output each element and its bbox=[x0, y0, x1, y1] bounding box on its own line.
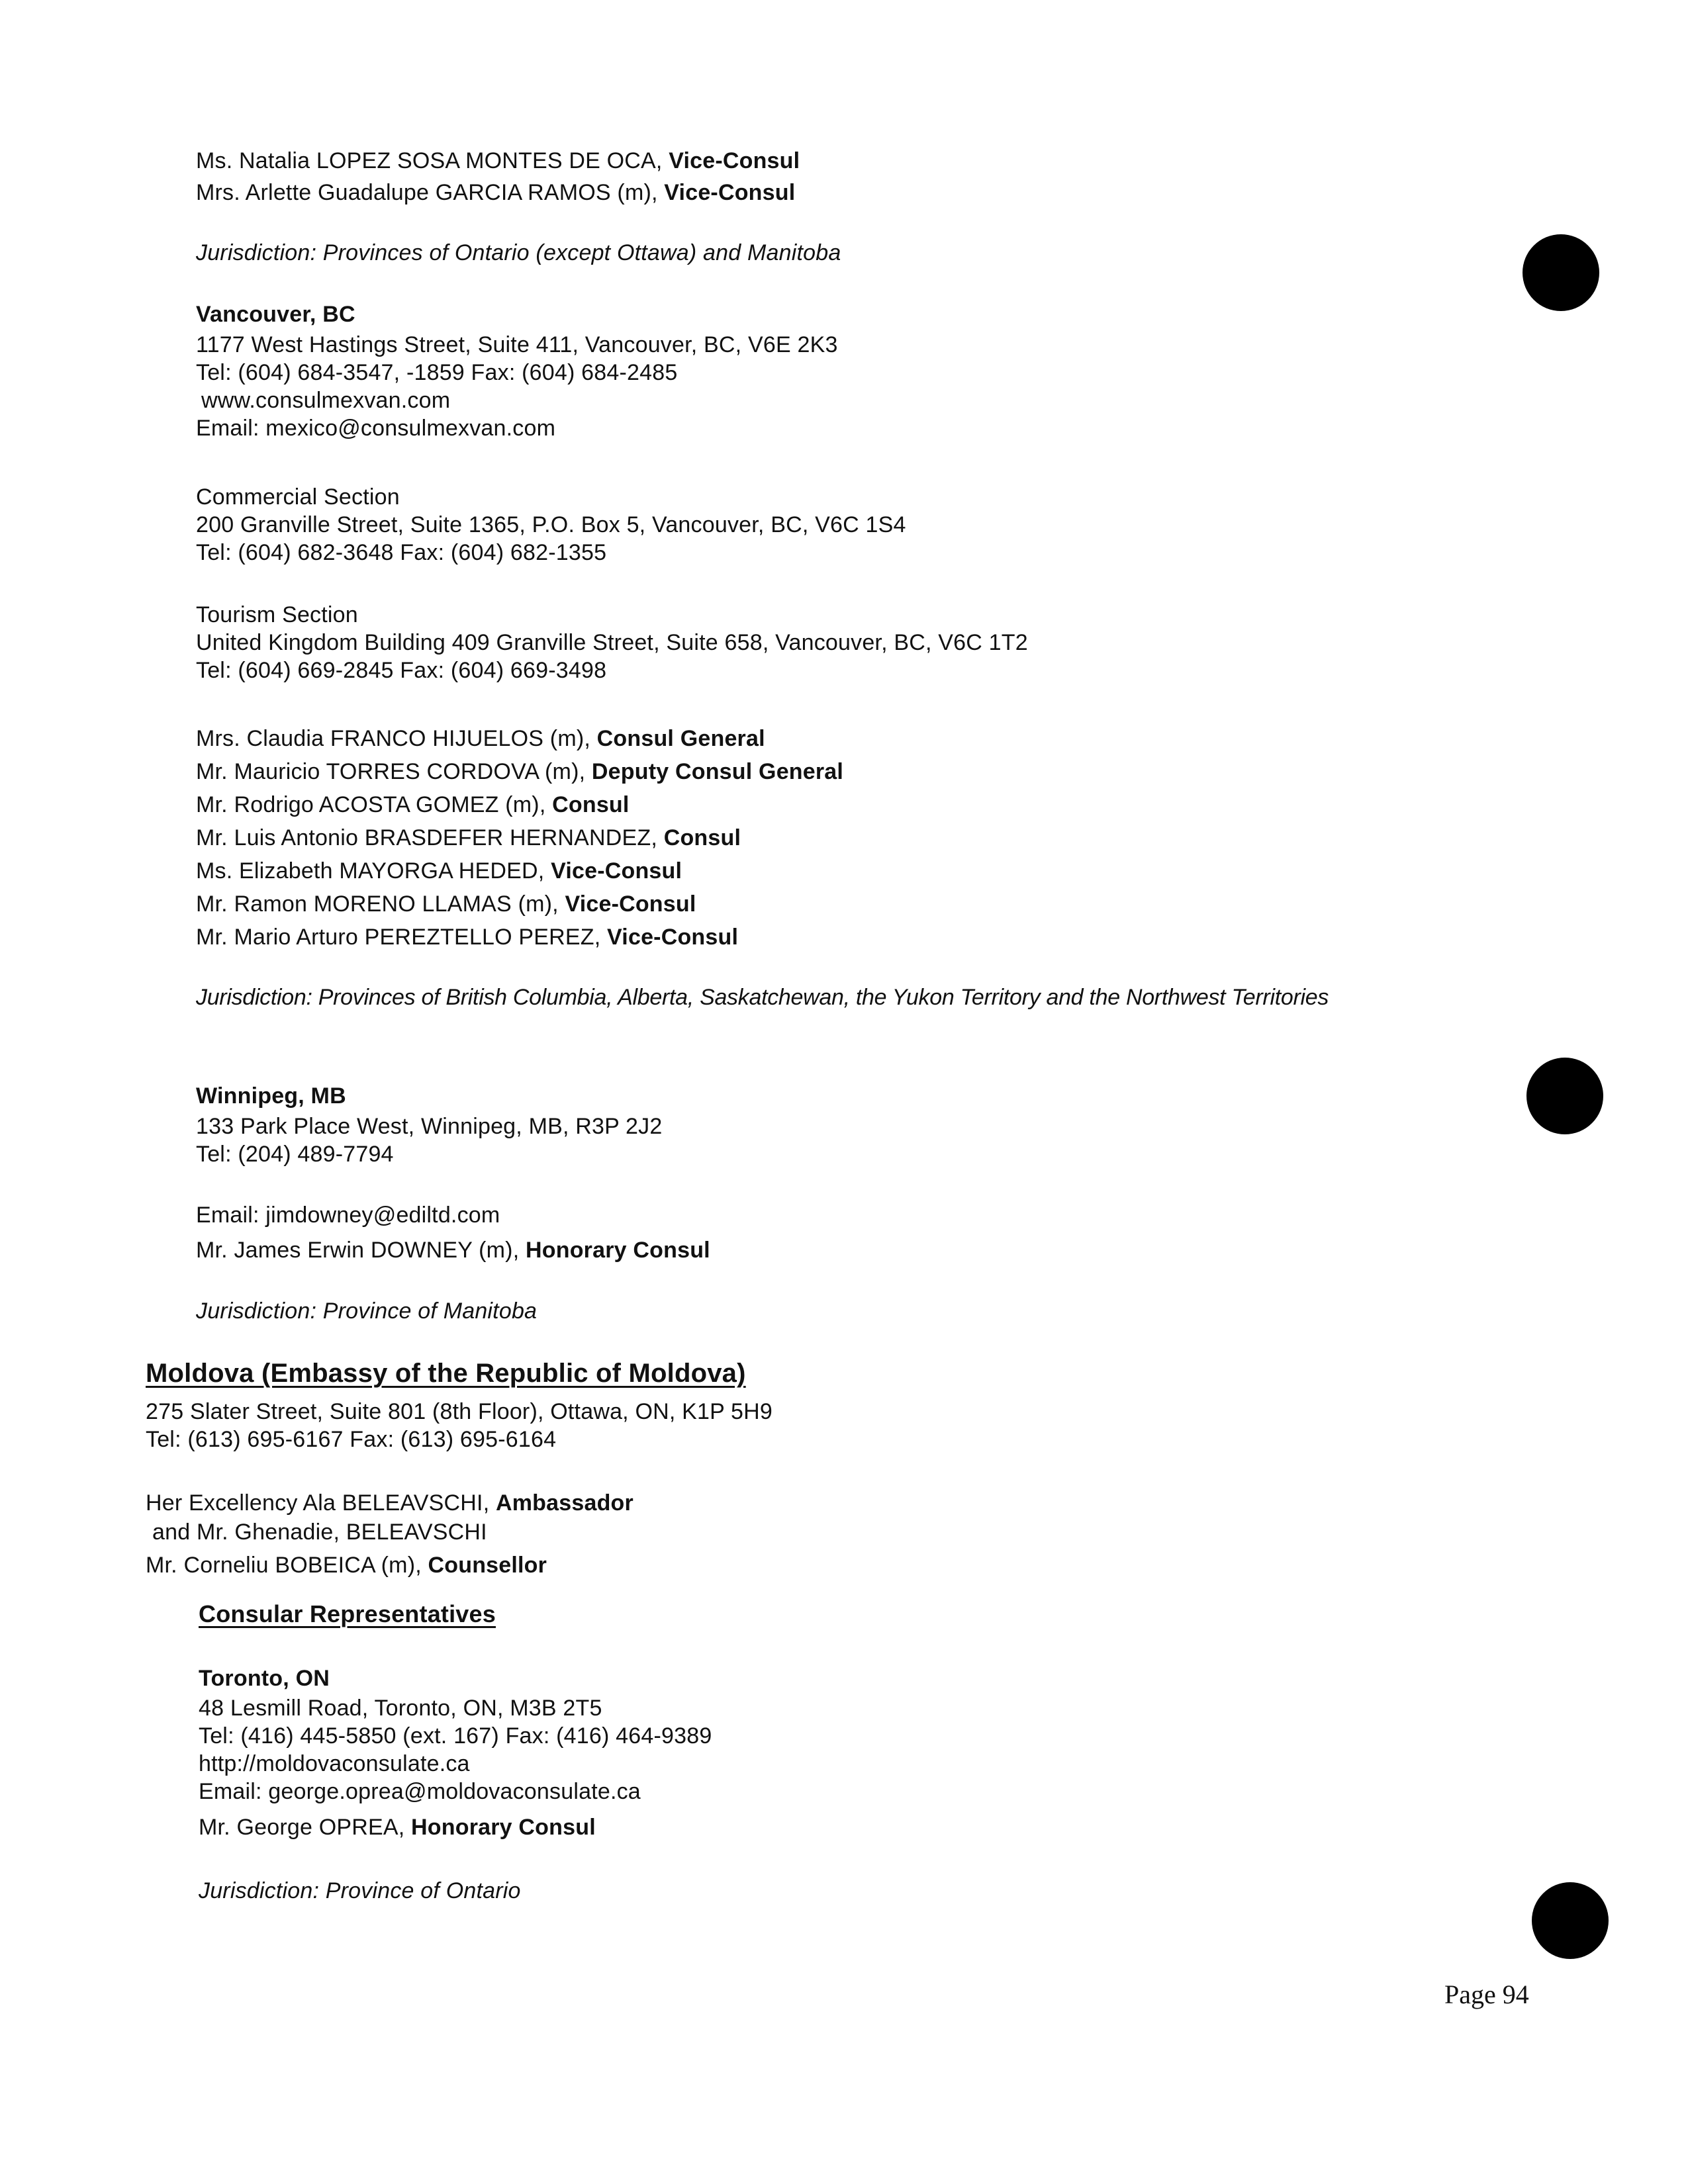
staff-title: Consul General bbox=[596, 726, 765, 751]
staff-name: Her Excellency Ala BELEAVSCHI, bbox=[146, 1490, 496, 1516]
staff-line bbox=[196, 791, 630, 819]
staff-line bbox=[196, 725, 765, 752]
staff-name: Mr. James Erwin DOWNEY (m), bbox=[196, 1238, 526, 1263]
staff-title: Vice-Consul bbox=[565, 891, 696, 917]
staff-line bbox=[199, 1813, 596, 1841]
staff-name: Mrs. Claudia FRANCO HIJUELOS (m), bbox=[196, 726, 597, 751]
punch-hole bbox=[1532, 1882, 1609, 1959]
consulate-email: Email: jimdowney@ediltd.com bbox=[196, 1203, 500, 1228]
staff-title: Vice-Consul bbox=[664, 180, 796, 205]
jurisdiction-note: Jurisdiction: Province of Ontario bbox=[199, 1878, 521, 1903]
staff-line bbox=[196, 758, 843, 786]
staff-name: Ms. Natalia LOPEZ SOSA MONTES DE OCA, bbox=[196, 148, 669, 173]
consulate-city: Winnipeg, MB bbox=[196, 1083, 346, 1109]
country-heading: Moldova (Embassy of the Republic of Moldova) bbox=[146, 1359, 746, 1388]
consulate-address: 133 Park Place West, Winnipeg, MB, R3P 2J2 bbox=[196, 1114, 663, 1139]
staff-title: Honorary Consul bbox=[411, 1815, 596, 1840]
staff-line bbox=[146, 1551, 547, 1579]
staff-name: Mr. Ramon MORENO LLAMAS (m), bbox=[196, 891, 565, 917]
staff-name: Ms. Elizabeth MAYORGA HEDED, bbox=[196, 858, 551, 884]
consulate-phone: Tel: (416) 445-5850 (ext. 167) Fax: (416) 464-9389 bbox=[199, 1723, 712, 1749]
consulate-address: 48 Lesmill Road, Toronto, ON, M3B 2T5 bbox=[199, 1696, 602, 1721]
staff-line bbox=[196, 923, 738, 951]
section-label: Tourism Section bbox=[196, 602, 358, 627]
staff-name: Mr. George OPREA, bbox=[199, 1815, 412, 1840]
section-label: Commercial Section bbox=[196, 484, 400, 510]
consulate-phone: Tel: (204) 489-7794 bbox=[196, 1142, 394, 1167]
staff-title: Consul bbox=[552, 792, 630, 817]
consulate-website: http://moldovaconsulate.ca bbox=[199, 1751, 470, 1776]
staff-title: Vice-Consul bbox=[607, 925, 739, 950]
staff-line bbox=[196, 824, 741, 852]
consulate-email: Email: mexico@consulmexvan.com bbox=[196, 416, 556, 441]
staff-line bbox=[196, 890, 696, 918]
staff-name: Mr. Luis Antonio BRASDEFER HERNANDEZ, bbox=[196, 825, 664, 850]
jurisdiction-note: Jurisdiction: Provinces of British Columbia, Alberta, Saskatchewan, the Yukon Territory and the Northwest Territories bbox=[196, 985, 1329, 1010]
staff-line bbox=[196, 179, 795, 206]
consulate-website: www.consulmexvan.com bbox=[201, 388, 451, 413]
staff-line bbox=[196, 1236, 710, 1264]
consular-heading: Consular Representatives bbox=[199, 1600, 496, 1627]
page-number: Page 94 bbox=[1444, 1979, 1529, 2009]
staff-title: Consul bbox=[663, 825, 741, 850]
staff-name: Mr. Rodrigo ACOSTA GOMEZ (m), bbox=[196, 792, 553, 817]
jurisdiction-note: Jurisdiction: Provinces of Ontario (except Ottawa) and Manitoba bbox=[196, 240, 841, 265]
punch-hole bbox=[1523, 234, 1599, 311]
staff-title: Counsellor bbox=[428, 1553, 547, 1578]
embassy-phone: Tel: (613) 695-6167 Fax: (613) 695-6164 bbox=[146, 1427, 557, 1452]
staff-name: Mr. Corneliu BOBEICA (m), bbox=[146, 1553, 428, 1578]
embassy-address: 275 Slater Street, Suite 801 (8th Floor), Ottawa, ON, K1P 5H9 bbox=[146, 1399, 773, 1424]
section-phone: Tel: (604) 682-3648 Fax: (604) 682-1355 bbox=[196, 540, 607, 565]
consulate-phone: Tel: (604) 684-3547, -1859 Fax: (604) 684-2485 bbox=[196, 360, 678, 385]
consulate-city: Toronto, ON bbox=[199, 1666, 330, 1691]
punch-hole bbox=[1526, 1058, 1603, 1134]
jurisdiction-note: Jurisdiction: Province of Manitoba bbox=[196, 1298, 538, 1324]
staff-name: Mrs. Arlette Guadalupe GARCIA RAMOS (m), bbox=[196, 180, 665, 205]
staff-line bbox=[196, 857, 682, 885]
staff-line bbox=[196, 147, 800, 175]
consulate-city: Vancouver, BC bbox=[196, 302, 355, 327]
consulate-address: 1177 West Hastings Street, Suite 411, Vancouver, BC, V6E 2K3 bbox=[196, 332, 838, 357]
spouse-line: and Mr. Ghenadie, BELEAVSCHI bbox=[152, 1520, 487, 1545]
staff-name: Mr. Mario Arturo PEREZTELLO PEREZ, bbox=[196, 925, 608, 950]
staff-title: Vice-Consul bbox=[669, 148, 800, 173]
staff-name: Mr. Mauricio TORRES CORDOVA (m), bbox=[196, 759, 592, 784]
section-address: United Kingdom Building 409 Granville Street, Suite 658, Vancouver, BC, V6C 1T2 bbox=[196, 630, 1028, 655]
staff-line bbox=[146, 1489, 633, 1517]
staff-title: Vice-Consul bbox=[551, 858, 682, 884]
staff-title: Ambassador bbox=[496, 1490, 633, 1516]
section-address: 200 Granville Street, Suite 1365, P.O. Box 5, Vancouver, BC, V6C 1S4 bbox=[196, 512, 906, 537]
staff-title: Deputy Consul General bbox=[591, 759, 844, 784]
section-phone: Tel: (604) 669-2845 Fax: (604) 669-3498 bbox=[196, 658, 607, 683]
staff-title: Honorary Consul bbox=[526, 1238, 710, 1263]
consulate-email: Email: george.oprea@moldovaconsulate.ca bbox=[199, 1779, 641, 1804]
